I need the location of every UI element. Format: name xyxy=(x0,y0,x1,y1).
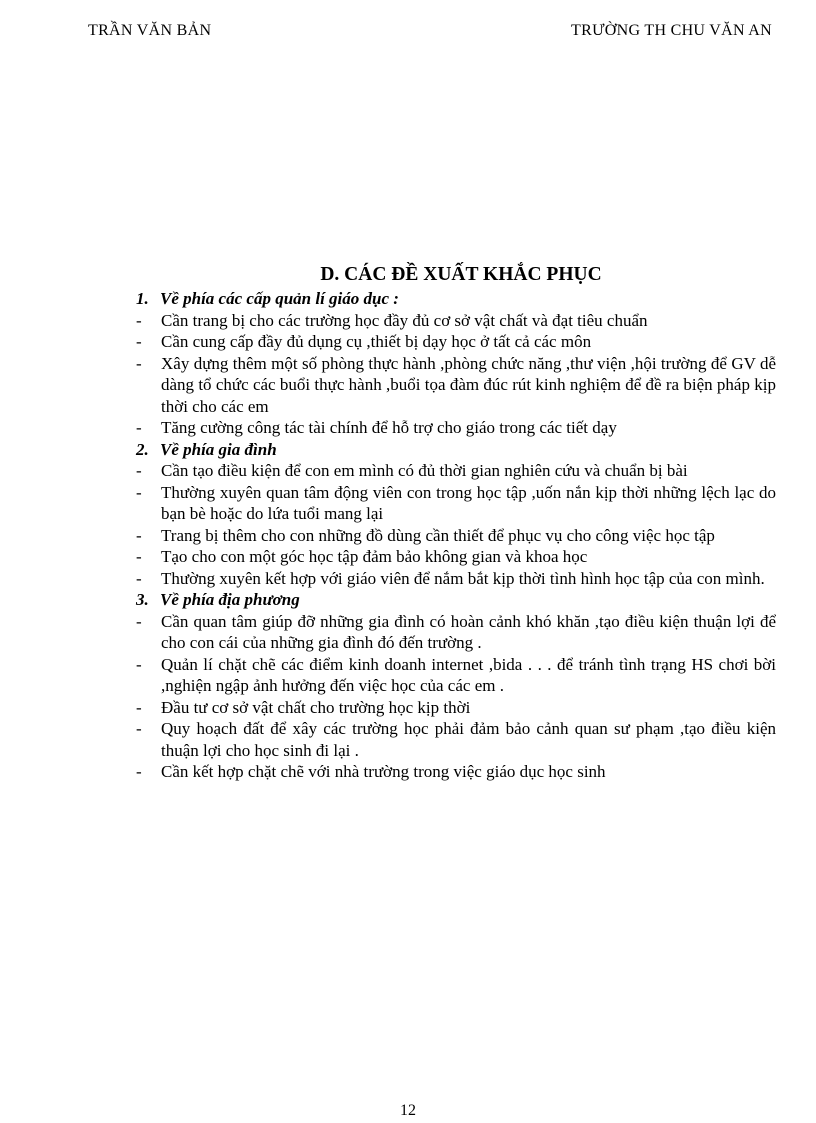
page-number: 12 xyxy=(400,1102,416,1119)
section-family xyxy=(136,439,776,590)
section-local xyxy=(136,589,776,783)
list-item: - Tăng cường công tác tài chính để hỗ trợ cho giáo trong các tiết dạy xyxy=(136,418,617,437)
list-item: - Thường xuyên quan tâm động viên con trong học tập ,uốn nắn kịp thời những lệch lạc do bạn bè hoặc do lứa tuổi mang lại xyxy=(136,482,776,523)
section-heading xyxy=(136,439,776,461)
list-item: - Thường xuyên kết hợp với giáo viên để nắm bắt kịp thời tình hình học tập của con mình. xyxy=(136,568,765,588)
list-item: - Cần cung cấp đầy đủ dụng cụ ,thiết bị dạy học ở tất cả các môn xyxy=(136,332,592,351)
section-management xyxy=(136,288,776,439)
document-body xyxy=(136,264,776,783)
bullet-list xyxy=(136,611,776,783)
section-number: 1. xyxy=(136,289,149,308)
section-heading xyxy=(136,288,776,310)
list-item: - Cần kết hợp chặt chẽ với nhà trường trong việc giáo dục học sinh xyxy=(136,762,606,781)
header-school: TRƯỜNG TH CHU VĂN AN xyxy=(571,22,772,39)
list-item: - Đầu tư cơ sở vật chất cho trường học kịp thời xyxy=(136,697,471,717)
section-number: 2. xyxy=(136,439,149,459)
section-heading-text: Về phía các cấp quản lí giáo dục : xyxy=(160,289,399,308)
list-item: - Cần quan tâm giúp đỡ những gia đình có hoàn cảnh khó khăn ,tạo điều kiện thuận lợi để cho con cái của những gia đình đó đến trường . xyxy=(136,611,776,652)
section-heading-text: Về phía gia đình xyxy=(160,439,277,459)
list-item: - Cần tạo điều kiện để con em mình có đủ thời gian nghiên cứu và chuẩn bị bài xyxy=(136,461,688,480)
section-heading-text: Về phía địa phương xyxy=(160,590,300,609)
section-number: 3. xyxy=(136,590,149,609)
bullet-list xyxy=(136,310,776,439)
bullet-list xyxy=(136,460,776,589)
list-item: - Xây dựng thêm một số phòng thực hành ,phòng chức năng ,thư viện ,hội trường để GV dễ dàng tổ chức các buổi thực hành ,buổi tọa đàm đúc rút kinh nghiệm để đề ra biện pháp kịp thời cho các em xyxy=(136,353,776,416)
section-heading xyxy=(136,589,776,611)
list-item: - Quy hoạch đất để xây các trường học phải đảm bảo cảnh quan sư phạm ,tạo điều kiện thuận lợi cho học sinh đi lại . xyxy=(136,719,776,760)
header-author: TRẦN VĂN BẢN xyxy=(88,22,212,39)
list-item: - Cần trang bị cho các trường học đầy đủ cơ sở vật chất và đạt tiêu chuẩn xyxy=(136,310,648,330)
section-title: D. CÁC ĐỀ XUẤT KHẮC PHỤC xyxy=(320,264,602,285)
list-item: - Trang bị thêm cho con những đồ dùng cần thiết để phục vụ cho công việc học tập xyxy=(136,525,715,545)
list-item: - Quản lí chặt chẽ các điểm kinh doanh internet ,bida . . . để tránh tình trạng HS chơi bời ,nghiện ngập ảnh hưởng đến việc học của các em . xyxy=(136,654,776,695)
list-item: - Tạo cho con một góc học tập đảm bảo không gian và khoa học xyxy=(136,547,588,566)
